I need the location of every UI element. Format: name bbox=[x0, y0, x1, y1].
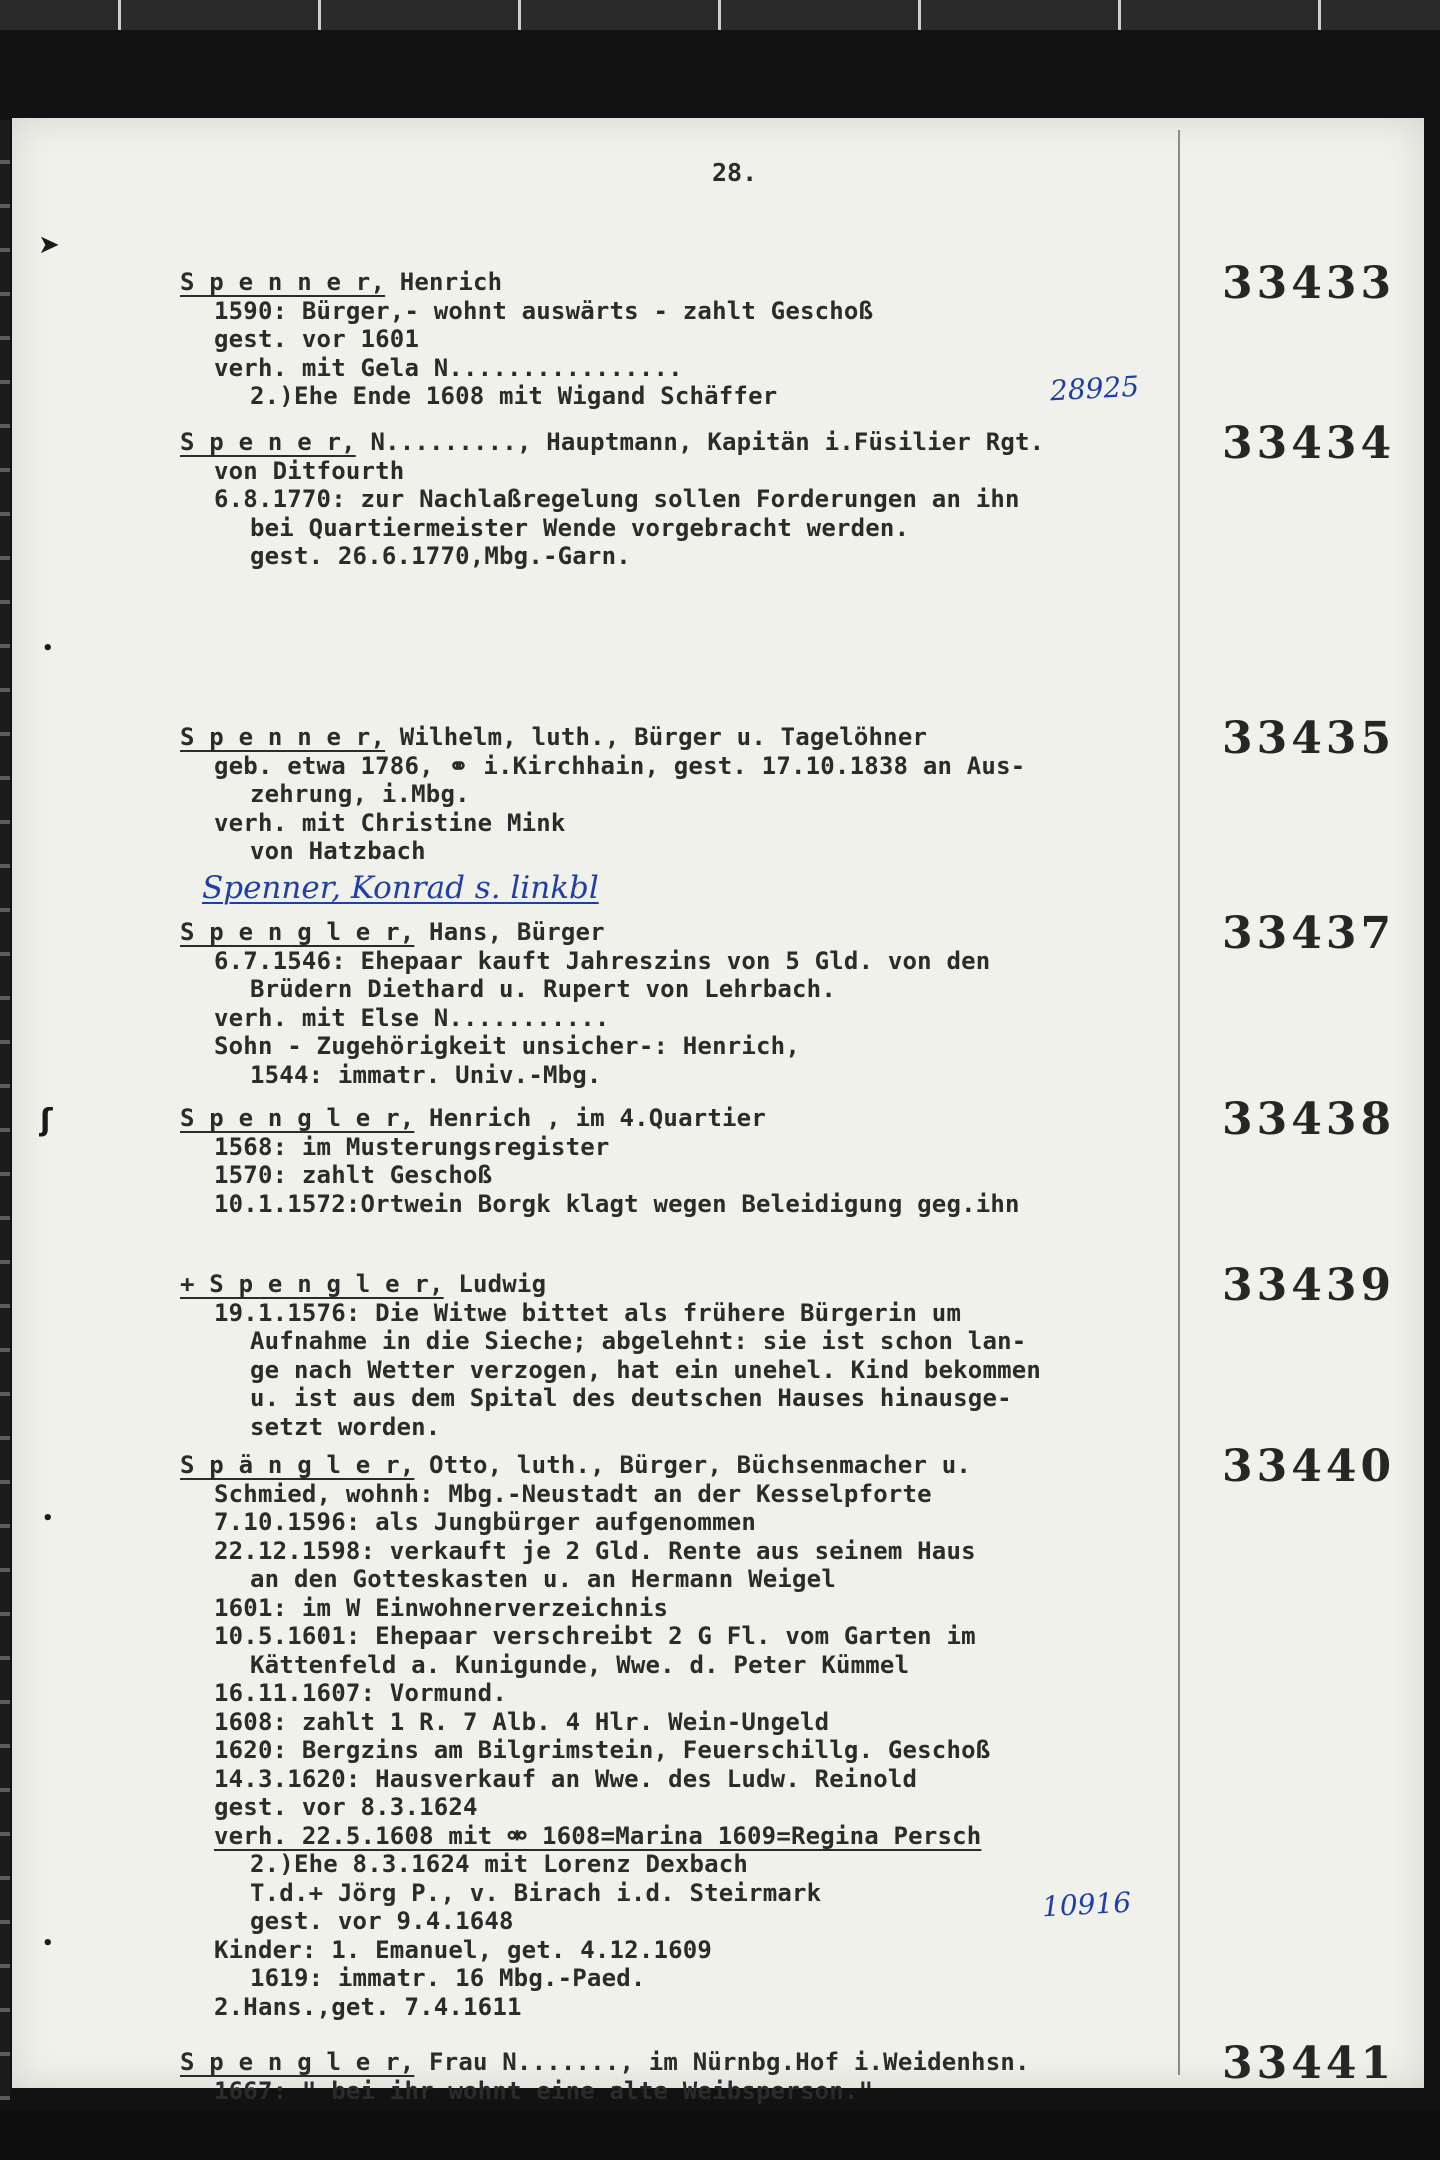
entry-line: Kättenfeld a. Kunigunde, Wwe. d. Peter Kümmel bbox=[250, 1650, 910, 1679]
entry-line: 6.8.1770: zur Nachlaßregelung sollen Forderungen an ihn bbox=[214, 485, 1020, 513]
entry-line: ge nach Wetter verzogen, hat ein unehel. Kind bekommen bbox=[250, 1355, 1042, 1384]
entry-line: verh. 22.5.1608 mit ⚮ 1608=Marina 1609=Regina Persch bbox=[214, 1821, 982, 1850]
entry-line: 1619: immatr. 16 Mbg.-Paed. bbox=[250, 1964, 646, 1992]
entry-line: u. ist aus dem Spital des deutschen Hauses hinausge- bbox=[250, 1384, 1012, 1412]
entry-line: an den Gotteskasten u. an Hermann Weigel bbox=[250, 1565, 836, 1593]
entry-line: gest. vor 8.3.1624 bbox=[214, 1793, 478, 1821]
handwritten-reference: 28925 bbox=[1049, 369, 1140, 408]
entry-surname: S p e n g l e r, bbox=[180, 1104, 415, 1132]
entry-line: 2.)Ehe Ende 1608 mit Wigand Schäffer bbox=[250, 382, 778, 410]
entry-number: 33438 bbox=[1222, 1094, 1396, 1145]
entry-surname: S p e n n e r, bbox=[180, 268, 386, 296]
entry-line: verh. mit Gela N................ bbox=[214, 353, 683, 382]
entry-number: 33434 bbox=[1222, 418, 1396, 469]
punch-mark-icon: • bbox=[42, 1933, 54, 1954]
entry-name-detail: N........., Hauptmann, Kapitän i.Füsilier Rgt. bbox=[355, 428, 1045, 456]
punch-mark-icon: ʃ bbox=[40, 1103, 53, 1138]
entry-number: 33441 bbox=[1222, 2038, 1396, 2089]
entry-line: 14.3.1620: Hausverkauf an Wwe. des Ludw. Reinold bbox=[214, 1764, 918, 1793]
entry-line: 16.11.1607: Vormund. bbox=[214, 1679, 507, 1707]
entry-number: 33440 bbox=[1222, 1441, 1396, 1492]
entry-line: verh. mit Christine Mink bbox=[214, 808, 566, 837]
entry-line: verh. mit Else N........... bbox=[214, 1003, 610, 1032]
entry-line: 1570: zahlt Geschoß bbox=[214, 1161, 493, 1189]
punch-mark-icon: • bbox=[42, 638, 54, 659]
index-entry bbox=[180, 2038, 1410, 2105]
entry-name-detail: Ludwig bbox=[443, 1270, 547, 1298]
entry-line: 1601: im W Einwohnerverzeichnis bbox=[214, 1593, 669, 1622]
handwritten-insert: Spenner, Konrad s. linkbl bbox=[202, 870, 599, 906]
film-strip-left bbox=[0, 120, 10, 2100]
entry-surname: + S p e n g l e r, bbox=[180, 1270, 444, 1298]
entry-number: 33435 bbox=[1222, 713, 1396, 764]
entry-surname: S p e n e r, bbox=[180, 428, 356, 456]
entry-line: 22.12.1598: verkauft je 2 Gld. Rente aus seinem Haus bbox=[214, 1536, 976, 1565]
entry-line: 1608: zahlt 1 R. 7 Alb. 4 Hlr. Wein-Ungeld bbox=[214, 1707, 830, 1736]
entry-number: 33437 bbox=[1222, 908, 1396, 959]
entry-line: Brüdern Diethard u. Rupert von Lehrbach. bbox=[250, 975, 836, 1003]
entry-line: 7.10.1596: als Jungbürger aufgenommen bbox=[214, 1508, 757, 1536]
entry-line: bei Quartiermeister Wende vorgebracht werden. bbox=[250, 513, 910, 542]
entry-name-detail: Otto, luth., Bürger, Büchsenmacher u. bbox=[414, 1451, 972, 1479]
entry-line: zehrung, i.Mbg. bbox=[250, 780, 470, 808]
film-strip-bottom bbox=[0, 2110, 1440, 2160]
entry-line: 2.)Ehe 8.3.1624 mit Lorenz Dexbach bbox=[250, 1850, 749, 1878]
entry-line: setzt worden. bbox=[250, 1412, 441, 1441]
index-entry bbox=[180, 418, 1410, 571]
entry-line: gest. vor 1601 bbox=[214, 325, 420, 353]
entry-line: 10.5.1601: Ehepaar verschreibt 2 G Fl. vom Garten im bbox=[214, 1622, 976, 1650]
entry-name-detail: Frau N......., im Nürnbg.Hof i.Weidenhsn. bbox=[414, 2048, 1030, 2076]
entry-name-detail: Hans, Bürger bbox=[414, 918, 605, 946]
entry-surname: S p e n g l e r, bbox=[180, 918, 415, 946]
index-entry bbox=[180, 1094, 1410, 1218]
punch-mark-icon: • bbox=[42, 1508, 54, 1529]
entry-line: 1620: Bergzins am Bilgrimstein, Feuerschillg. Geschoß bbox=[214, 1736, 991, 1764]
entry-line: 1568: im Musterungsregister bbox=[214, 1132, 610, 1161]
entry-line: 1590: Bürger,- wohnt auswärts - zahlt Geschoß bbox=[214, 296, 874, 325]
entry-surname: S p ä n g l e r, bbox=[180, 1451, 415, 1479]
entry-line: 1667: " bei ihr wohnt eine alte Weibsperson." bbox=[214, 2076, 874, 2105]
entry-surname: S p e n g l e r, bbox=[180, 2048, 415, 2076]
entry-name-detail: Henrich , im 4.Quartier bbox=[414, 1104, 766, 1132]
entry-number: 33433 bbox=[1222, 258, 1396, 309]
entry-line: T.d.+ Jörg P., v. Birach i.d. Steirmark bbox=[250, 1878, 822, 1907]
entry-line: 1544: immatr. Univ.-Mbg. bbox=[250, 1060, 602, 1089]
entry-line: Kinder: 1. Emanuel, get. 4.12.1609 bbox=[214, 1935, 713, 1964]
entry-name-detail: Wilhelm, luth., Bürger u. Tagelöhner bbox=[385, 723, 928, 751]
entry-line: 6.7.1546: Ehepaar kauft Jahreszins von 5 Gld. von den bbox=[214, 946, 991, 975]
entry-line: 2.Hans.,get. 7.4.1611 bbox=[214, 1992, 522, 2021]
entry-line: gest. 26.6.1770,Mbg.-Garn. bbox=[250, 542, 631, 570]
film-strip-top bbox=[0, 0, 1440, 30]
entry-surname: S p e n n e r, bbox=[180, 723, 386, 751]
entry-line: von Hatzbach bbox=[250, 837, 426, 865]
entry-line: 10.1.1572:Ortwein Borgk klagt wegen Beleidigung geg.ihn bbox=[214, 1189, 1020, 1218]
entry-line: Sohn - Zugehörigkeit unsicher-: Henrich, bbox=[214, 1032, 800, 1060]
entry-line: von Ditfourth bbox=[214, 456, 405, 485]
index-entry bbox=[180, 1260, 1410, 1441]
page-number: 28. bbox=[712, 158, 758, 187]
punch-mark-icon: ➤ bbox=[38, 230, 60, 260]
entry-line: geb. etwa 1786, ⚭ i.Kirchhain, gest. 17.10.1838 an Aus- bbox=[214, 751, 1026, 780]
index-entry bbox=[180, 258, 1410, 411]
index-card-page bbox=[12, 118, 1424, 2105]
index-entry bbox=[180, 713, 1410, 866]
entry-name-detail: Henrich bbox=[385, 268, 503, 296]
entry-line: Schmied, wohnh: Mbg.-Neustadt an der Kesselpforte bbox=[214, 1479, 932, 1508]
entry-line: Aufnahme in die Sieche; abgelehnt: sie ist schon lan- bbox=[250, 1327, 1027, 1355]
handwritten-reference: 10916 bbox=[1041, 1885, 1132, 1924]
entry-line: gest. vor 9.4.1648 bbox=[250, 1907, 514, 1935]
index-entry bbox=[180, 1441, 1410, 2021]
index-entry bbox=[180, 908, 1410, 1089]
entry-line: 19.1.1576: Die Witwe bittet als frühere Bürgerin um bbox=[214, 1298, 962, 1327]
entry-number: 33439 bbox=[1222, 1260, 1396, 1311]
